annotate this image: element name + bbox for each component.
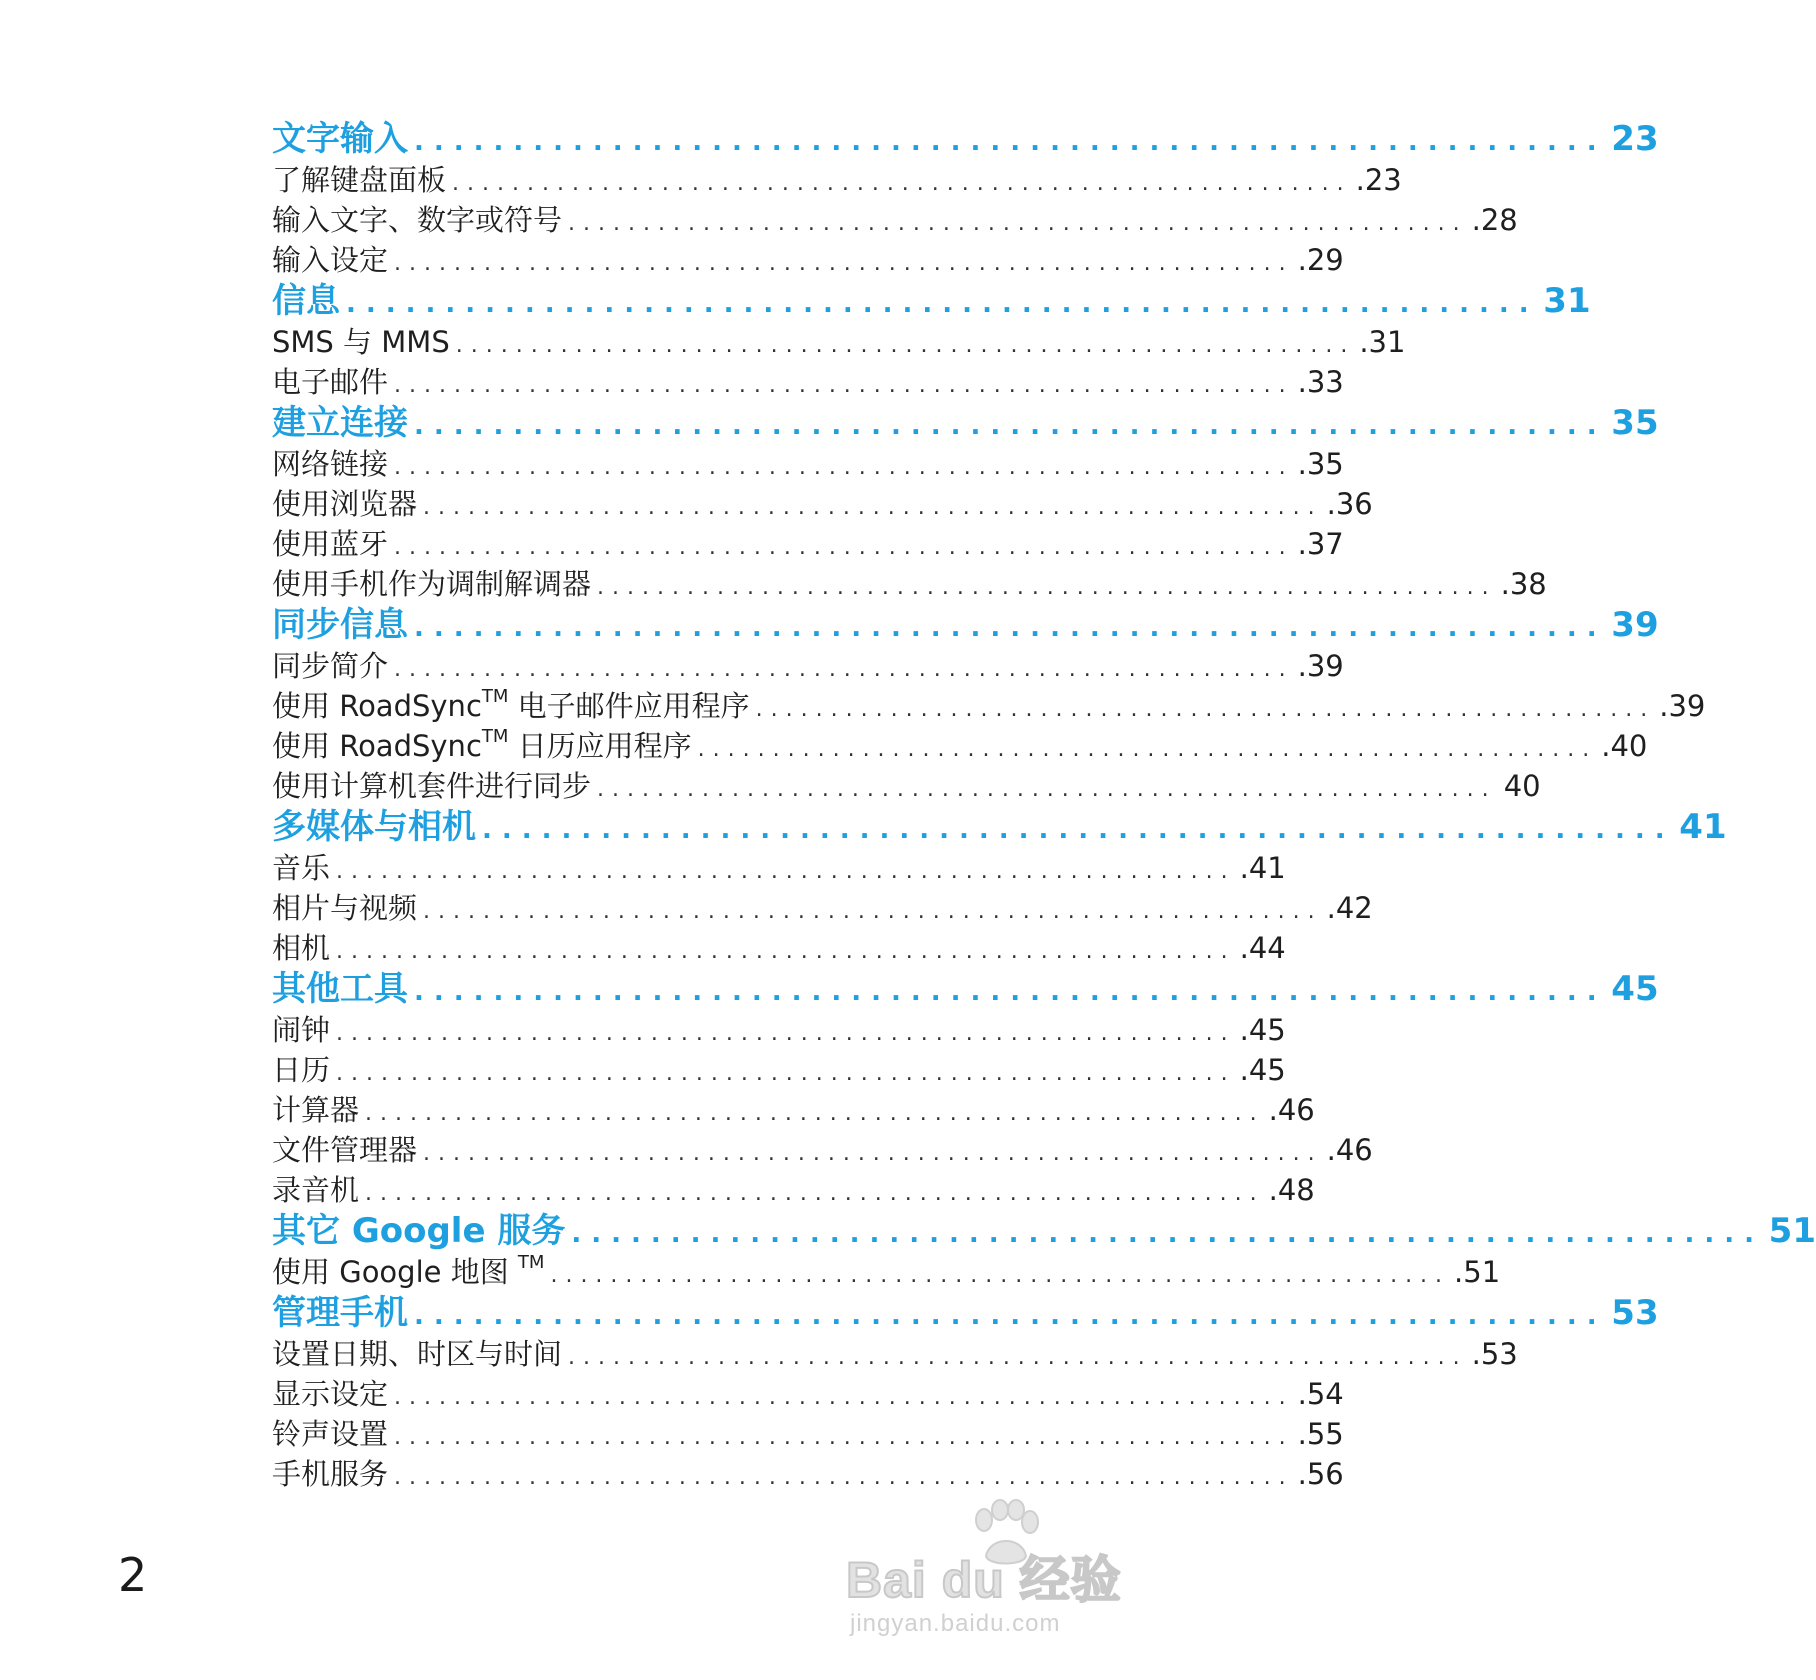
toc-entry bbox=[272, 766, 1541, 806]
dot-leader: ............................................................ bbox=[394, 1465, 1294, 1490]
title-text: 设置日期、时区与时间 bbox=[272, 1337, 563, 1371]
toc-entry-page: .48 bbox=[1268, 1173, 1315, 1207]
title-text: 显示设定 bbox=[272, 1377, 389, 1411]
toc-entry bbox=[272, 1050, 1286, 1090]
title-text: 使用 RoadSync bbox=[272, 729, 482, 763]
toc-entry bbox=[272, 240, 1344, 280]
toc-section-title bbox=[272, 118, 408, 160]
dot-leader: ............................................................ bbox=[423, 495, 1323, 520]
dot-leader: ............................................................ bbox=[571, 1219, 1764, 1249]
toc-entry-title bbox=[272, 1454, 388, 1494]
toc-section bbox=[272, 280, 1591, 322]
toc-entry-page: .33 bbox=[1297, 365, 1344, 399]
trademark-mark: TM bbox=[481, 726, 509, 747]
toc-entry-title bbox=[272, 646, 388, 686]
toc-entry bbox=[272, 564, 1547, 604]
title-text: 同步简介 bbox=[272, 649, 389, 683]
toc-entry-page: .45 bbox=[1239, 1053, 1286, 1087]
title-text-after: 电子邮件应用程序 bbox=[508, 689, 750, 723]
toc-entry-title bbox=[272, 1252, 544, 1292]
toc-entry bbox=[272, 1454, 1344, 1494]
toc-entry-title bbox=[272, 160, 446, 200]
toc-entry-title bbox=[272, 1090, 359, 1130]
toc-entry-page: 40 bbox=[1503, 769, 1541, 803]
toc-entry-title bbox=[272, 1050, 330, 1090]
title-text: 同步信息 bbox=[272, 605, 408, 645]
toc-entry-title bbox=[272, 1010, 330, 1050]
toc-entry-title bbox=[272, 686, 750, 726]
toc-section-title bbox=[272, 402, 408, 444]
toc-section bbox=[272, 402, 1659, 444]
toc-section-title bbox=[272, 968, 408, 1010]
toc-entry-page: .51 bbox=[1454, 1255, 1501, 1289]
title-text: 文字输入 bbox=[272, 119, 408, 159]
toc-entry-page: .39 bbox=[1659, 689, 1706, 723]
title-text: 电子邮件 bbox=[272, 365, 389, 399]
toc-entry-page: .28 bbox=[1471, 203, 1518, 237]
title-text: SMS 与 MMS bbox=[272, 325, 450, 359]
toc-section-page: 53 bbox=[1611, 1293, 1659, 1333]
title-text: 手机服务 bbox=[272, 1457, 389, 1491]
title-text: 计算器 bbox=[272, 1093, 360, 1127]
title-text: 输入文字、数字或符号 bbox=[272, 203, 563, 237]
dot-leader: ............................................................ bbox=[597, 575, 1497, 600]
toc-entry-page: .31 bbox=[1359, 325, 1406, 359]
toc-entry-page: .39 bbox=[1297, 649, 1344, 683]
dot-leader: ............................................................ bbox=[597, 777, 1497, 802]
toc-entry-page: .46 bbox=[1268, 1093, 1315, 1127]
toc-entry-title bbox=[272, 766, 591, 806]
toc-entry-page: .38 bbox=[1500, 567, 1547, 601]
toc-entry-title bbox=[272, 362, 388, 402]
toc-entry bbox=[272, 484, 1373, 524]
dot-leader: ............................................................ bbox=[414, 411, 1607, 441]
toc-section-title bbox=[272, 280, 340, 322]
toc-section bbox=[272, 118, 1659, 160]
toc-entry-title bbox=[272, 322, 450, 362]
toc-entry bbox=[272, 888, 1373, 928]
toc-entry bbox=[272, 726, 1648, 766]
title-text: 使用蓝牙 bbox=[272, 527, 389, 561]
title-text-after: 日历应用程序 bbox=[508, 729, 692, 763]
toc-entry-title bbox=[272, 240, 388, 280]
title-text: 使用 Google 地图 bbox=[272, 1255, 518, 1289]
title-text: 相机 bbox=[272, 931, 331, 965]
toc-entry-page: .53 bbox=[1471, 1337, 1518, 1371]
toc-entry bbox=[272, 848, 1286, 888]
toc-section bbox=[272, 604, 1659, 646]
toc-entry-title bbox=[272, 564, 591, 604]
toc-entry-page: .37 bbox=[1297, 527, 1344, 561]
toc-section-page: 41 bbox=[1679, 807, 1727, 847]
toc-entry bbox=[272, 1090, 1315, 1130]
title-text: 日历 bbox=[272, 1053, 331, 1087]
toc-entry-title bbox=[272, 1374, 388, 1414]
toc-entry-page: .54 bbox=[1297, 1377, 1344, 1411]
title-text: 使用 RoadSync bbox=[272, 689, 482, 723]
toc-entry-page: .40 bbox=[1601, 729, 1648, 763]
toc-entry-page: .23 bbox=[1355, 163, 1402, 197]
title-text: 网络链接 bbox=[272, 447, 389, 481]
dot-leader: ............................................................ bbox=[568, 211, 1468, 236]
title-text: 建立连接 bbox=[272, 403, 408, 443]
dot-leader: ............................................................ bbox=[336, 1021, 1236, 1046]
toc-entry bbox=[272, 160, 1402, 200]
dot-leader: ............................................................ bbox=[394, 535, 1294, 560]
dot-leader: ............................................................ bbox=[394, 657, 1294, 682]
dot-leader: ............................................................ bbox=[697, 737, 1598, 762]
toc-entry-page: .56 bbox=[1297, 1457, 1344, 1491]
toc-entry-page: .35 bbox=[1297, 447, 1344, 481]
toc-section-page: 35 bbox=[1611, 403, 1659, 443]
toc-entry-title bbox=[272, 1334, 562, 1374]
toc-entry bbox=[272, 686, 1706, 726]
toc-entry-page: .42 bbox=[1326, 891, 1373, 925]
toc-entry-title bbox=[272, 484, 417, 524]
toc-entry bbox=[272, 1252, 1501, 1292]
toc-entry-title bbox=[272, 888, 417, 928]
toc-section-page: 23 bbox=[1611, 119, 1659, 159]
watermark-url: jingyan.baidu.com bbox=[850, 1610, 1061, 1637]
dot-leader: ............................................................ bbox=[482, 815, 1675, 845]
toc-entry-title bbox=[272, 1414, 388, 1454]
toc-section-page: 45 bbox=[1611, 969, 1659, 1009]
toc-entry bbox=[272, 1010, 1286, 1050]
title-text: 输入设定 bbox=[272, 243, 389, 277]
dot-leader: ............................................................ bbox=[568, 1345, 1468, 1370]
toc-entry-title bbox=[272, 848, 330, 888]
toc-section-title bbox=[272, 604, 408, 646]
toc-section-page: 51 bbox=[1768, 1211, 1816, 1251]
toc-entry-title bbox=[272, 200, 562, 240]
toc-entry bbox=[272, 1374, 1344, 1414]
title-text: 音乐 bbox=[272, 851, 331, 885]
watermark-logo-text: Bai du 经验 bbox=[846, 1552, 1122, 1608]
dot-leader: ............................................................ bbox=[452, 171, 1352, 196]
toc-section bbox=[272, 1292, 1659, 1334]
dot-leader: ............................................................ bbox=[455, 333, 1356, 358]
toc-section-page: 39 bbox=[1611, 605, 1659, 645]
toc-section-page: 31 bbox=[1543, 281, 1591, 321]
toc-entry bbox=[272, 524, 1344, 564]
toc-entry bbox=[272, 200, 1518, 240]
title-text: 使用手机作为调制解调器 bbox=[272, 567, 592, 601]
dot-leader: ............................................................ bbox=[394, 251, 1294, 276]
dot-leader: ............................................................ bbox=[336, 1061, 1236, 1086]
dot-leader: ............................................................ bbox=[550, 1263, 1451, 1288]
toc-entry-page: .45 bbox=[1239, 1013, 1286, 1047]
title-text: 使用计算机套件进行同步 bbox=[272, 769, 592, 803]
title-text: 多媒体与相机 bbox=[272, 807, 476, 847]
toc-entry bbox=[272, 1334, 1518, 1374]
toc-entry bbox=[272, 1414, 1344, 1454]
toc-entry-page: .29 bbox=[1297, 243, 1344, 277]
table-of-contents bbox=[272, 118, 1816, 1494]
toc-entry-page: .55 bbox=[1297, 1417, 1344, 1451]
toc-section-title bbox=[272, 806, 476, 848]
title-text: 其它 Google 服务 bbox=[272, 1211, 566, 1251]
trademark-mark: TM bbox=[481, 686, 509, 707]
toc-entry-page: .44 bbox=[1239, 931, 1286, 965]
toc-entry-title bbox=[272, 1130, 417, 1170]
title-text: 使用浏览器 bbox=[272, 487, 418, 521]
title-text: 相片与视频 bbox=[272, 891, 418, 925]
dot-leader: ............................................................ bbox=[414, 977, 1607, 1007]
toc-entry bbox=[272, 322, 1406, 362]
dot-leader: ............................................................ bbox=[755, 697, 1656, 722]
title-text: 信息 bbox=[272, 281, 340, 321]
trademark-mark: TM bbox=[517, 1252, 545, 1273]
dot-leader: ............................................................ bbox=[423, 1141, 1323, 1166]
toc-entry bbox=[272, 444, 1344, 484]
dot-leader: ............................................................ bbox=[394, 373, 1294, 398]
toc-section bbox=[272, 1210, 1816, 1252]
dot-leader: ............................................................ bbox=[394, 1425, 1294, 1450]
toc-entry bbox=[272, 1130, 1373, 1170]
dot-leader: ............................................................ bbox=[414, 127, 1607, 157]
title-text: 铃声设置 bbox=[272, 1417, 389, 1451]
toc-section bbox=[272, 968, 1659, 1010]
dot-leader: ............................................................ bbox=[414, 1301, 1607, 1331]
dot-leader: ............................................................ bbox=[365, 1101, 1265, 1126]
toc-entry-page: .36 bbox=[1326, 487, 1373, 521]
toc-entry-title bbox=[272, 524, 388, 564]
baidu-jingyan-watermark bbox=[846, 1500, 1126, 1637]
title-text: 录音机 bbox=[272, 1173, 360, 1207]
toc-section-title bbox=[272, 1210, 565, 1252]
toc-entry-page: .41 bbox=[1239, 851, 1286, 885]
title-text: 文件管理器 bbox=[272, 1133, 418, 1167]
toc-entry bbox=[272, 1170, 1315, 1210]
toc-entry-title bbox=[272, 726, 692, 766]
toc-entry-title bbox=[272, 444, 388, 484]
toc-section-title bbox=[272, 1292, 408, 1334]
toc-entry-title bbox=[272, 1170, 359, 1210]
dot-leader: ............................................................ bbox=[414, 613, 1607, 643]
dot-leader: ............................................................ bbox=[336, 939, 1236, 964]
toc-entry-page: .46 bbox=[1326, 1133, 1373, 1167]
toc-entry bbox=[272, 362, 1344, 402]
page-number: 2 bbox=[118, 1548, 148, 1602]
toc-entry bbox=[272, 646, 1344, 686]
title-text: 了解键盘面板 bbox=[272, 163, 447, 197]
toc-section bbox=[272, 806, 1727, 848]
title-text: 管理手机 bbox=[272, 1293, 408, 1333]
dot-leader: ............................................................ bbox=[394, 1385, 1294, 1410]
dot-leader: ............................................................ bbox=[336, 859, 1236, 884]
title-text: 其他工具 bbox=[272, 969, 408, 1009]
title-text: 闹钟 bbox=[272, 1013, 331, 1047]
dot-leader: ............................................................ bbox=[394, 455, 1294, 480]
toc-entry bbox=[272, 928, 1286, 968]
dot-leader: ............................................................ bbox=[346, 289, 1539, 319]
dot-leader: ............................................................ bbox=[365, 1181, 1265, 1206]
toc-entry-title bbox=[272, 928, 330, 968]
dot-leader: ............................................................ bbox=[423, 899, 1323, 924]
